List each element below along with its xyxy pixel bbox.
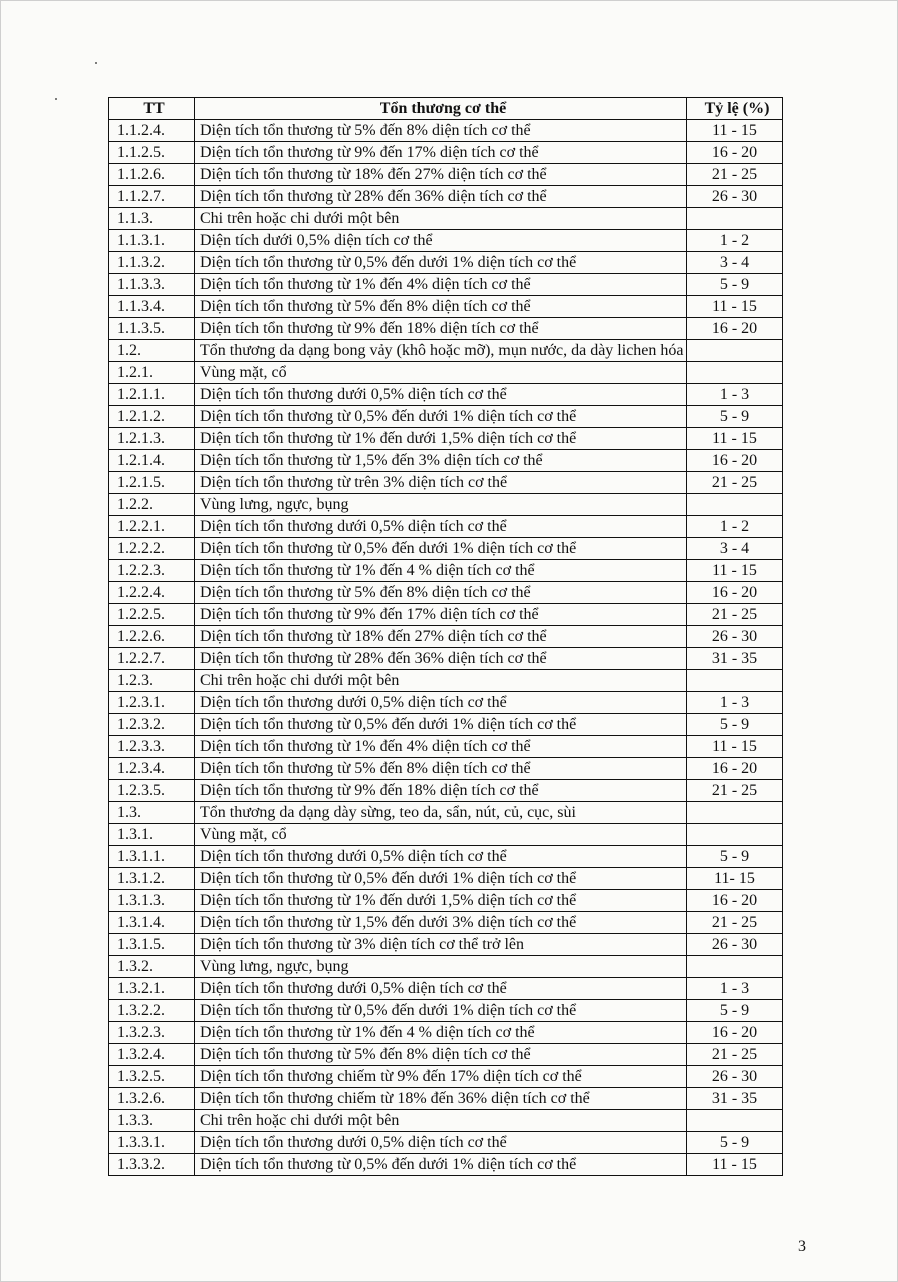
table-row [109, 824, 783, 846]
table-row [109, 802, 783, 824]
row-rate: 31 - 35 [687, 648, 783, 670]
table-row [109, 406, 783, 428]
table-row [109, 890, 783, 912]
row-description: Diện tích tổn thương chiếm từ 9% đến 17% diện tích cơ thể [195, 1066, 687, 1088]
table-row [109, 1066, 783, 1088]
row-rate [687, 670, 783, 692]
row-rate: 11 - 15 [687, 736, 783, 758]
row-code: 1.3.3.2. [109, 1154, 195, 1176]
table-row [109, 736, 783, 758]
row-description: Diện tích tổn thương từ 28% đến 36% diện tích cơ thể [195, 186, 687, 208]
row-description: Diện tích tổn thương từ 0,5% đến dưới 1% diện tích cơ thể [195, 538, 687, 560]
row-rate: 16 - 20 [687, 890, 783, 912]
table-row [109, 494, 783, 516]
row-description: Diện tích tổn thương từ 9% đến 17% diện tích cơ thể [195, 604, 687, 626]
row-description: Diện tích tổn thương từ 0,5% đến dưới 1% diện tích cơ thể [195, 1000, 687, 1022]
table-row [109, 142, 783, 164]
row-rate: 11 - 15 [687, 296, 783, 318]
row-rate: 11 - 15 [687, 560, 783, 582]
row-description: Tổn thương da dạng dày sừng, teo da, sẩn, nút, củ, cục, sùi [195, 802, 687, 824]
table-row [109, 956, 783, 978]
row-rate [687, 208, 783, 230]
table-row [109, 1000, 783, 1022]
table-row [109, 868, 783, 890]
header-injury: Tổn thương cơ thể [195, 98, 687, 120]
row-description: Diện tích tổn thương từ 28% đến 36% diện tích cơ thể [195, 648, 687, 670]
row-rate: 11 - 15 [687, 428, 783, 450]
row-rate [687, 494, 783, 516]
row-rate: 26 - 30 [687, 626, 783, 648]
row-description: Diện tích tổn thương dưới 0,5% diện tích cơ thể [195, 978, 687, 1000]
row-description: Chi trên hoặc chi dưới một bên [195, 670, 687, 692]
row-code: 1.1.3.1. [109, 230, 195, 252]
row-rate: 3 - 4 [687, 538, 783, 560]
row-rate: 16 - 20 [687, 1022, 783, 1044]
row-rate: 1 - 2 [687, 516, 783, 538]
row-rate: 21 - 25 [687, 164, 783, 186]
row-description: Diện tích tổn thương từ 5% đến 8% diện tích cơ thể [195, 120, 687, 142]
row-code: 1.1.3. [109, 208, 195, 230]
header-rate: Tỷ lệ (%) [687, 98, 783, 120]
row-description: Diện tích tổn thương từ 5% đến 8% diện tích cơ thể [195, 1044, 687, 1066]
row-rate: 5 - 9 [687, 274, 783, 296]
row-description: Diện tích tổn thương từ 1% đến 4 % diện tích cơ thể [195, 560, 687, 582]
table-row [109, 1110, 783, 1132]
table-row [109, 516, 783, 538]
row-code: 1.2.2.1. [109, 516, 195, 538]
row-description: Diện tích tổn thương dưới 0,5% diện tích cơ thể [195, 1132, 687, 1154]
row-code: 1.3.1. [109, 824, 195, 846]
row-rate [687, 362, 783, 384]
row-code: 1.2.2.6. [109, 626, 195, 648]
row-code: 1.2.3.1. [109, 692, 195, 714]
table-row [109, 428, 783, 450]
row-description: Diện tích tổn thương chiếm từ 18% đến 36% diện tích cơ thể [195, 1088, 687, 1110]
table-row [109, 296, 783, 318]
table-row [109, 560, 783, 582]
table-row [109, 362, 783, 384]
table-row [109, 934, 783, 956]
table-row [109, 648, 783, 670]
row-code: 1.3.2.3. [109, 1022, 195, 1044]
row-code: 1.3. [109, 802, 195, 824]
row-rate: 16 - 20 [687, 450, 783, 472]
row-code: 1.2.2.3. [109, 560, 195, 582]
row-code: 1.2.2.5. [109, 604, 195, 626]
row-rate: 1 - 3 [687, 692, 783, 714]
row-description: Chi trên hoặc chi dưới một bên [195, 1110, 687, 1132]
row-description: Diện tích tổn thương dưới 0,5% diện tích cơ thể [195, 516, 687, 538]
row-description: Diện tích tổn thương từ 9% đến 18% diện tích cơ thể [195, 318, 687, 340]
row-code: 1.3.2.6. [109, 1088, 195, 1110]
table-row [109, 340, 783, 362]
row-code: 1.2.3.4. [109, 758, 195, 780]
row-code: 1.2.2.4. [109, 582, 195, 604]
row-code: 1.2.3. [109, 670, 195, 692]
row-code: 1.3.1.5. [109, 934, 195, 956]
table-row [109, 384, 783, 406]
table-row [109, 538, 783, 560]
row-rate: 16 - 20 [687, 318, 783, 340]
row-rate [687, 1110, 783, 1132]
row-description: Chi trên hoặc chi dưới một bên [195, 208, 687, 230]
row-rate: 5 - 9 [687, 846, 783, 868]
row-description: Diện tích tổn thương từ 1% đến 4% diện tích cơ thể [195, 274, 687, 296]
row-description: Diện tích tổn thương từ trên 3% diện tích cơ thể [195, 472, 687, 494]
table-row [109, 846, 783, 868]
row-description: Diện tích tổn thương từ 0,5% đến dưới 1% diện tích cơ thể [195, 252, 687, 274]
row-description: Diện tích tổn thương từ 3% diện tích cơ thể trở lên [195, 934, 687, 956]
row-rate: 31 - 35 [687, 1088, 783, 1110]
table-row [109, 582, 783, 604]
row-rate [687, 824, 783, 846]
row-description: Diện tích tổn thương từ 0,5% đến dưới 1% diện tích cơ thể [195, 1154, 687, 1176]
table-row [109, 626, 783, 648]
row-description: Diện tích tổn thương dưới 0,5% diện tích cơ thể [195, 692, 687, 714]
row-code: 1.1.3.2. [109, 252, 195, 274]
table-row [109, 1154, 783, 1176]
row-description: Diện tích tổn thương từ 1,5% đến dưới 3% diện tích cơ thể [195, 912, 687, 934]
row-description: Diện tích tổn thương từ 9% đến 18% diện tích cơ thể [195, 780, 687, 802]
row-code: 1.3.2.5. [109, 1066, 195, 1088]
row-description: Diện tích dưới 0,5% diện tích cơ thể [195, 230, 687, 252]
table-row [109, 186, 783, 208]
row-rate [687, 340, 783, 362]
row-code: 1.3.2.4. [109, 1044, 195, 1066]
row-code: 1.2.1.3. [109, 428, 195, 450]
row-description: Vùng mặt, cổ [195, 362, 687, 384]
row-rate: 1 - 3 [687, 978, 783, 1000]
row-description: Diện tích tổn thương từ 0,5% đến dưới 1% diện tích cơ thể [195, 714, 687, 736]
table-row [109, 1132, 783, 1154]
table-row [109, 604, 783, 626]
row-description: Diện tích tổn thương từ 1% đến 4% diện tích cơ thể [195, 736, 687, 758]
row-rate: 1 - 2 [687, 230, 783, 252]
row-code: 1.3.2.2. [109, 1000, 195, 1022]
row-code: 1.1.3.4. [109, 296, 195, 318]
row-rate: 21 - 25 [687, 912, 783, 934]
row-description: Diện tích tổn thương từ 5% đến 8% diện tích cơ thể [195, 758, 687, 780]
row-rate: 21 - 25 [687, 604, 783, 626]
table-row [109, 472, 783, 494]
row-code: 1.2.2. [109, 494, 195, 516]
row-code: 1.3.1.2. [109, 868, 195, 890]
row-description: Diện tích tổn thương từ 0,5% đến dưới 1% diện tích cơ thể [195, 406, 687, 428]
row-code: 1.3.3.1. [109, 1132, 195, 1154]
row-code: 1.3.2. [109, 956, 195, 978]
table-row [109, 450, 783, 472]
row-description: Diện tích tổn thương dưới 0,5% diện tích cơ thể [195, 384, 687, 406]
row-code: 1.1.2.6. [109, 164, 195, 186]
row-rate [687, 802, 783, 824]
row-rate: 5 - 9 [687, 1000, 783, 1022]
header-tt: TT [109, 98, 195, 120]
row-rate: 11 - 15 [687, 120, 783, 142]
table-row [109, 978, 783, 1000]
table-row [109, 274, 783, 296]
table-row [109, 252, 783, 274]
table-row [109, 1022, 783, 1044]
scan-speck [95, 62, 97, 64]
row-code: 1.3.1.3. [109, 890, 195, 912]
injury-rate-table [108, 97, 783, 1176]
row-description: Vùng mặt, cổ [195, 824, 687, 846]
row-rate: 16 - 20 [687, 758, 783, 780]
row-code: 1.2.1.5. [109, 472, 195, 494]
table-row [109, 758, 783, 780]
row-code: 1.1.2.7. [109, 186, 195, 208]
row-description: Diện tích tổn thương từ 18% đến 27% diện tích cơ thể [195, 626, 687, 648]
table-row [109, 780, 783, 802]
row-code: 1.2.3.3. [109, 736, 195, 758]
row-code: 1.2.3.2. [109, 714, 195, 736]
row-rate: 26 - 30 [687, 934, 783, 956]
row-rate: 16 - 20 [687, 142, 783, 164]
table-row [109, 164, 783, 186]
row-code: 1.1.3.5. [109, 318, 195, 340]
table-row [109, 318, 783, 340]
row-code: 1.2.1. [109, 362, 195, 384]
row-description: Diện tích tổn thương dưới 0,5% diện tích cơ thể [195, 846, 687, 868]
row-rate [687, 956, 783, 978]
row-rate: 26 - 30 [687, 186, 783, 208]
row-rate: 5 - 9 [687, 406, 783, 428]
table-row [109, 1088, 783, 1110]
row-description: Vùng lưng, ngực, bụng [195, 494, 687, 516]
row-description: Diện tích tổn thương từ 9% đến 17% diện tích cơ thể [195, 142, 687, 164]
table-row [109, 208, 783, 230]
table-row [109, 912, 783, 934]
table-row [109, 120, 783, 142]
row-description: Diện tích tổn thương từ 18% đến 27% diện tích cơ thể [195, 164, 687, 186]
table-row [109, 692, 783, 714]
scan-speck [55, 98, 57, 100]
table-row [109, 230, 783, 252]
table-row [109, 670, 783, 692]
row-rate: 5 - 9 [687, 1132, 783, 1154]
table-body [109, 120, 783, 1176]
row-description: Diện tích tổn thương từ 0,5% đến dưới 1% diện tích cơ thể [195, 868, 687, 890]
row-code: 1.2.1.1. [109, 384, 195, 406]
page-number: 3 [798, 1238, 806, 1255]
row-code: 1.2.1.4. [109, 450, 195, 472]
row-rate: 1 - 3 [687, 384, 783, 406]
table-header-row [109, 98, 783, 120]
table-row [109, 714, 783, 736]
row-rate: 11- 15 [687, 868, 783, 890]
row-code: 1.3.2.1. [109, 978, 195, 1000]
row-code: 1.2.1.2. [109, 406, 195, 428]
row-rate: 21 - 25 [687, 472, 783, 494]
row-code: 1.2.3.5. [109, 780, 195, 802]
row-code: 1.2.2.7. [109, 648, 195, 670]
row-rate: 3 - 4 [687, 252, 783, 274]
row-code: 1.3.1.1. [109, 846, 195, 868]
row-code: 1.3.1.4. [109, 912, 195, 934]
row-description: Diện tích tổn thương từ 5% đến 8% diện tích cơ thể [195, 296, 687, 318]
row-description: Diện tích tổn thương từ 1% đến dưới 1,5% diện tích cơ thể [195, 890, 687, 912]
table-row [109, 1044, 783, 1066]
row-code: 1.1.2.5. [109, 142, 195, 164]
row-description: Diện tích tổn thương từ 1% đến dưới 1,5% diện tích cơ thể [195, 428, 687, 450]
row-description: Diện tích tổn thương từ 5% đến 8% diện tích cơ thể [195, 582, 687, 604]
row-description: Tổn thương da dạng bong vảy (khô hoặc mỡ), mụn nước, da dày lichen hóa [195, 340, 687, 362]
row-code: 1.2.2.2. [109, 538, 195, 560]
row-description: Diện tích tổn thương từ 1,5% đến 3% diện tích cơ thể [195, 450, 687, 472]
row-rate: 11 - 15 [687, 1154, 783, 1176]
row-rate: 26 - 30 [687, 1066, 783, 1088]
row-code: 1.1.3.3. [109, 274, 195, 296]
row-description: Diện tích tổn thương từ 1% đến 4 % diện tích cơ thể [195, 1022, 687, 1044]
row-code: 1.2. [109, 340, 195, 362]
row-rate: 16 - 20 [687, 582, 783, 604]
row-code: 1.3.3. [109, 1110, 195, 1132]
row-rate: 5 - 9 [687, 714, 783, 736]
row-rate: 21 - 25 [687, 1044, 783, 1066]
row-description: Vùng lưng, ngực, bụng [195, 956, 687, 978]
row-code: 1.1.2.4. [109, 120, 195, 142]
row-rate: 21 - 25 [687, 780, 783, 802]
